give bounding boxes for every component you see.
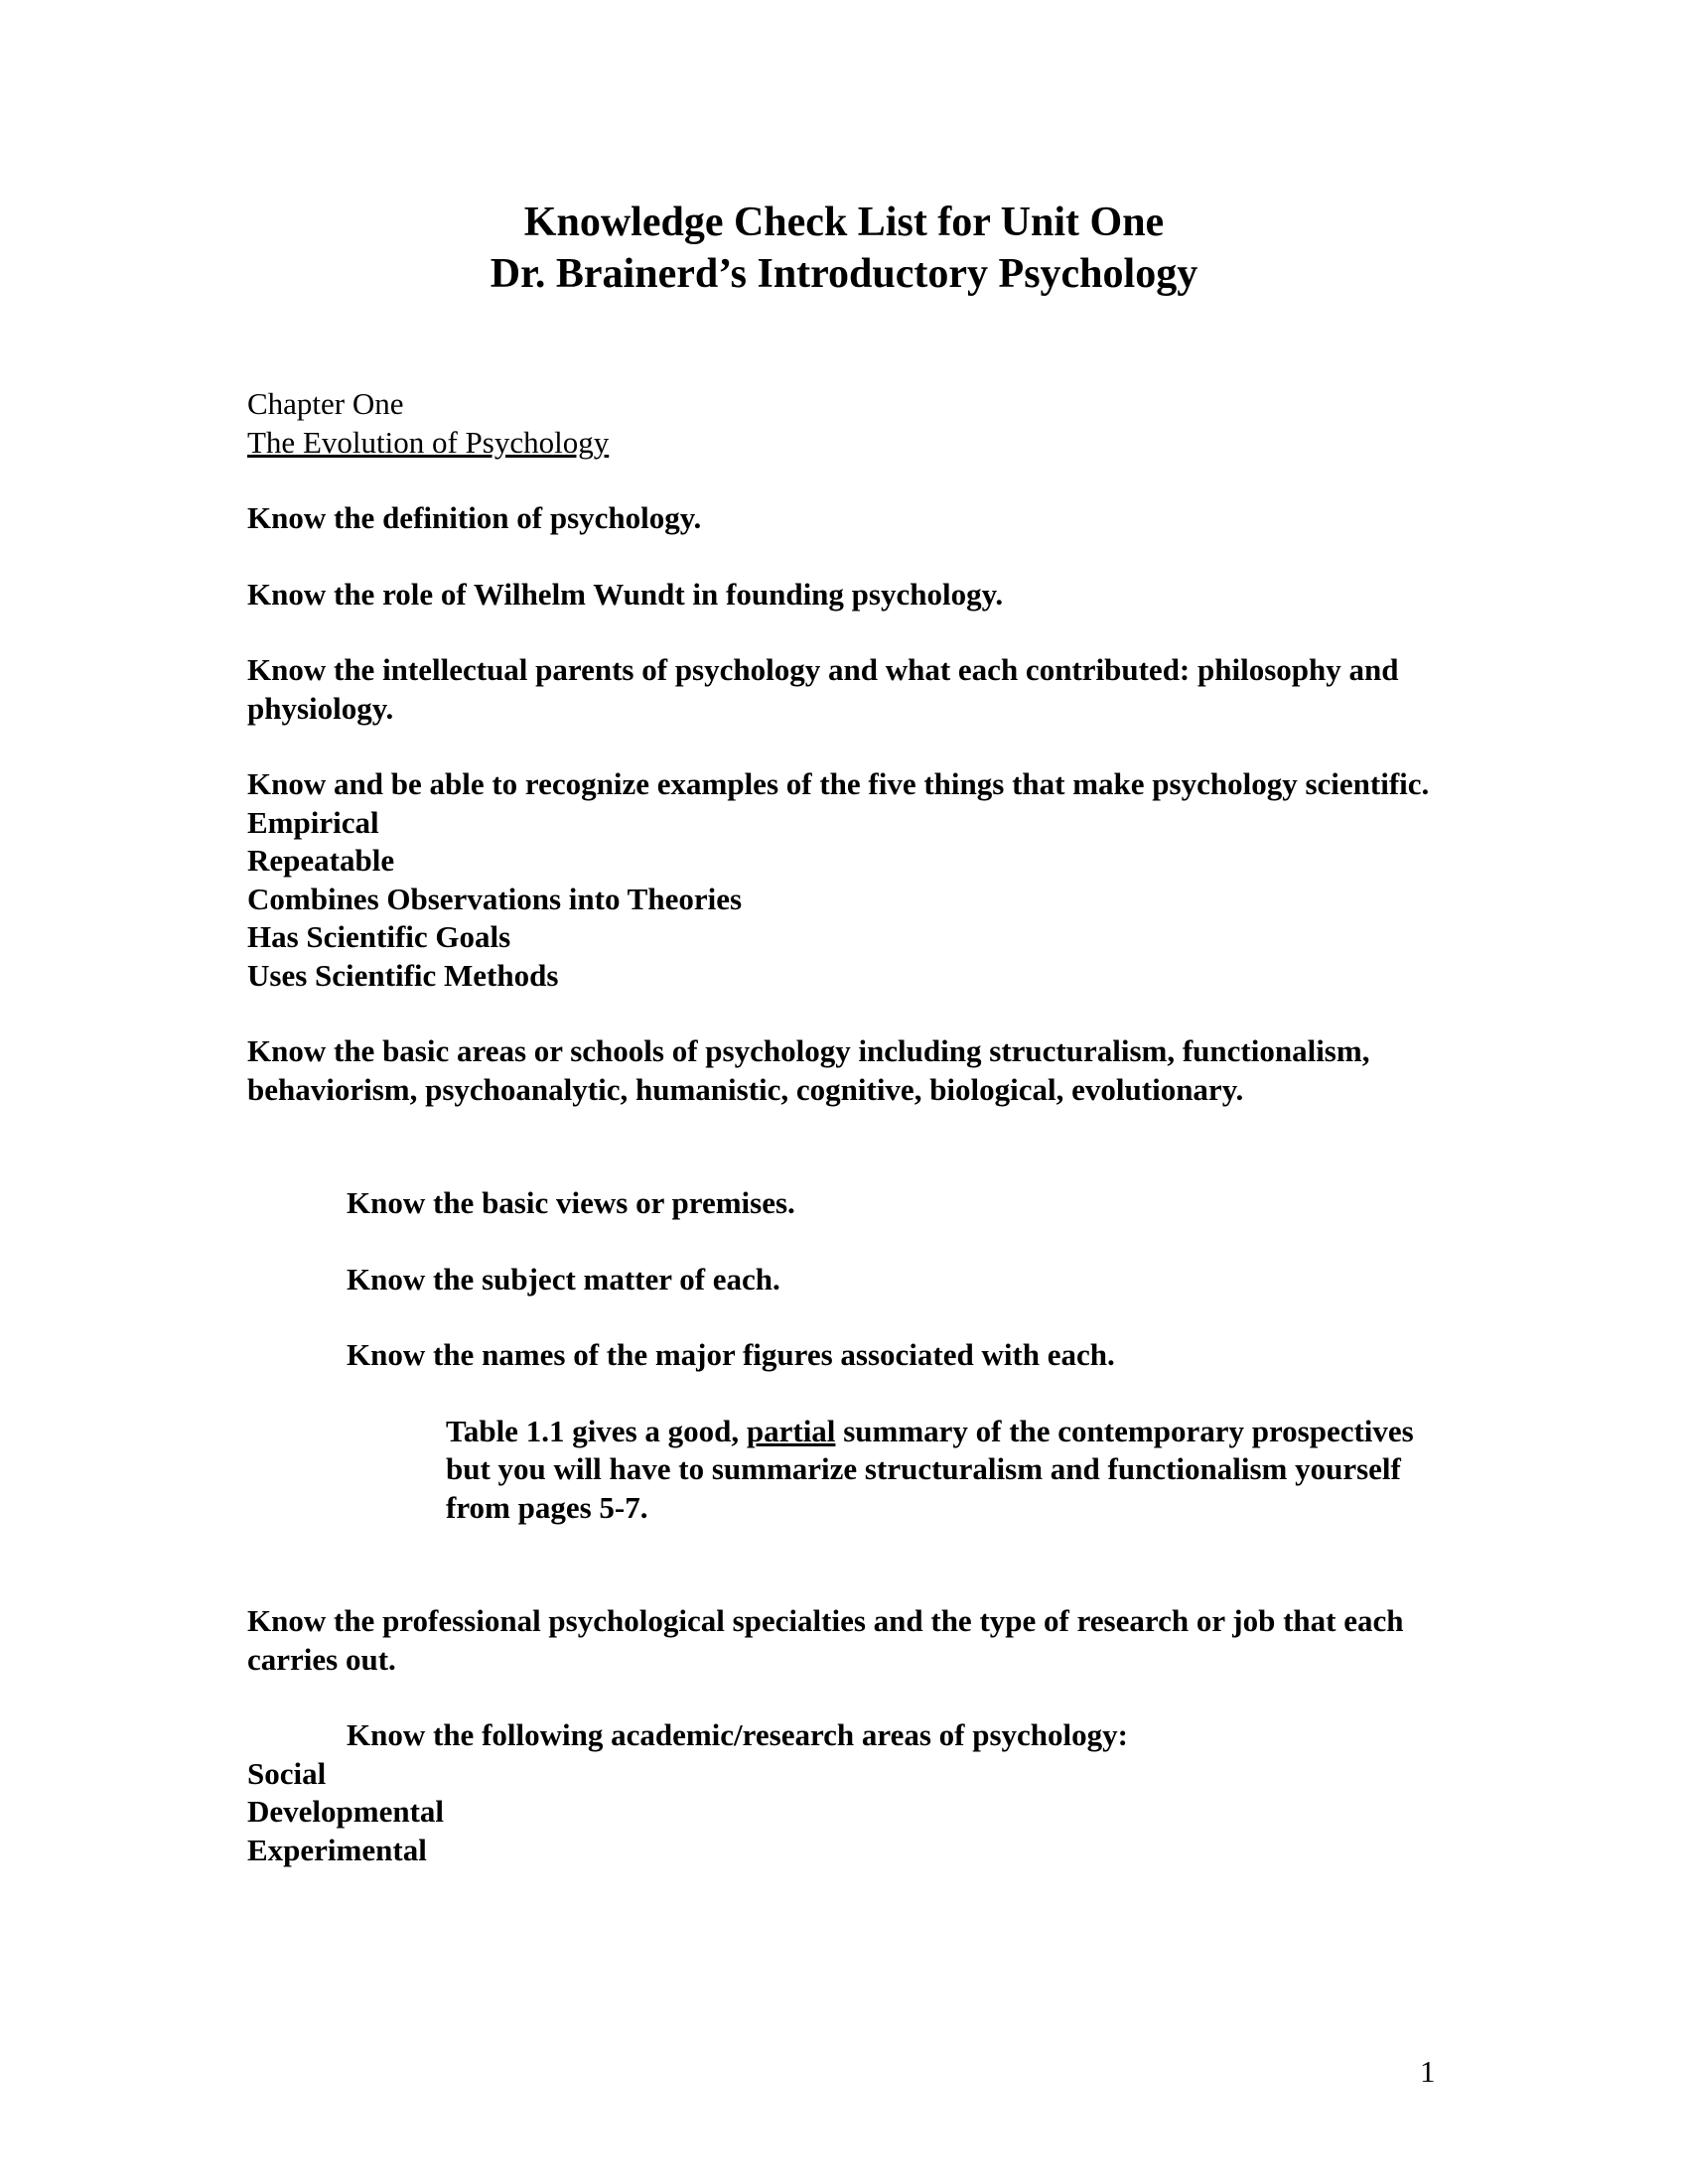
research-areas-list [247,1755,1439,1870]
page-number: 1 [1420,2054,1436,2089]
table-note-underlined: partial [746,1413,836,1448]
table-note-before: Table 1.1 gives a good, [446,1413,747,1448]
item-schools-views: Know the basic views or premises. [347,1185,795,1220]
list-item: Repeatable [247,843,395,878]
item-schools: Know the basic areas or schools of psychology including structuralism, functionalism, behaviorism, psychoanalytic, humanistic, cognitive, biological, evolutionary. [247,1033,1370,1107]
scientific-criteria-list [247,804,1439,996]
title-line-1: Knowledge Check List for Unit One [523,200,1165,245]
chapter-subheading: The Evolution of Psychology [247,424,610,460]
title-line-2: Dr. Brainerd’s Introductory Psychology [490,251,1198,297]
chapter-heading: Chapter One [247,386,404,421]
item-specialties: Know the professional psychological specialties and the type of research or job that each carries out. [247,1603,1404,1677]
document-body [247,385,1439,1869]
list-item: Empirical [247,804,379,840]
item-scientific-intro: Know and be able to recognize examples of the five things that make psychology scientific. [247,766,1430,801]
list-item: Experimental [247,1832,427,1867]
item-areas-intro: Know the following academic/research areas of psychology: [347,1717,1128,1752]
document-title [0,197,1688,300]
item-definition: Know the definition of psychology. [247,500,702,535]
list-item: Uses Scientific Methods [247,957,559,993]
list-item: Combines Observations into Theories [247,881,743,916]
list-item: Social [247,1755,327,1791]
item-table-note [247,1413,1439,1528]
list-item: Developmental [247,1794,445,1829]
item-parents: Know the intellectual parents of psychology and what each contributed: philosophy and physiology. [247,652,1399,726]
table-note-after: summary of the contemporary prospectives but you will have to summarize structuralism and functionalism yourself from pages 5-7. [446,1413,1414,1525]
list-item: Has Scientific Goals [247,919,511,954]
item-wundt: Know the role of Wilhelm Wundt in founding psychology. [247,576,1004,612]
item-schools-figures: Know the names of the major figures associated with each. [347,1337,1115,1372]
item-schools-subject: Know the subject matter of each. [347,1261,780,1297]
